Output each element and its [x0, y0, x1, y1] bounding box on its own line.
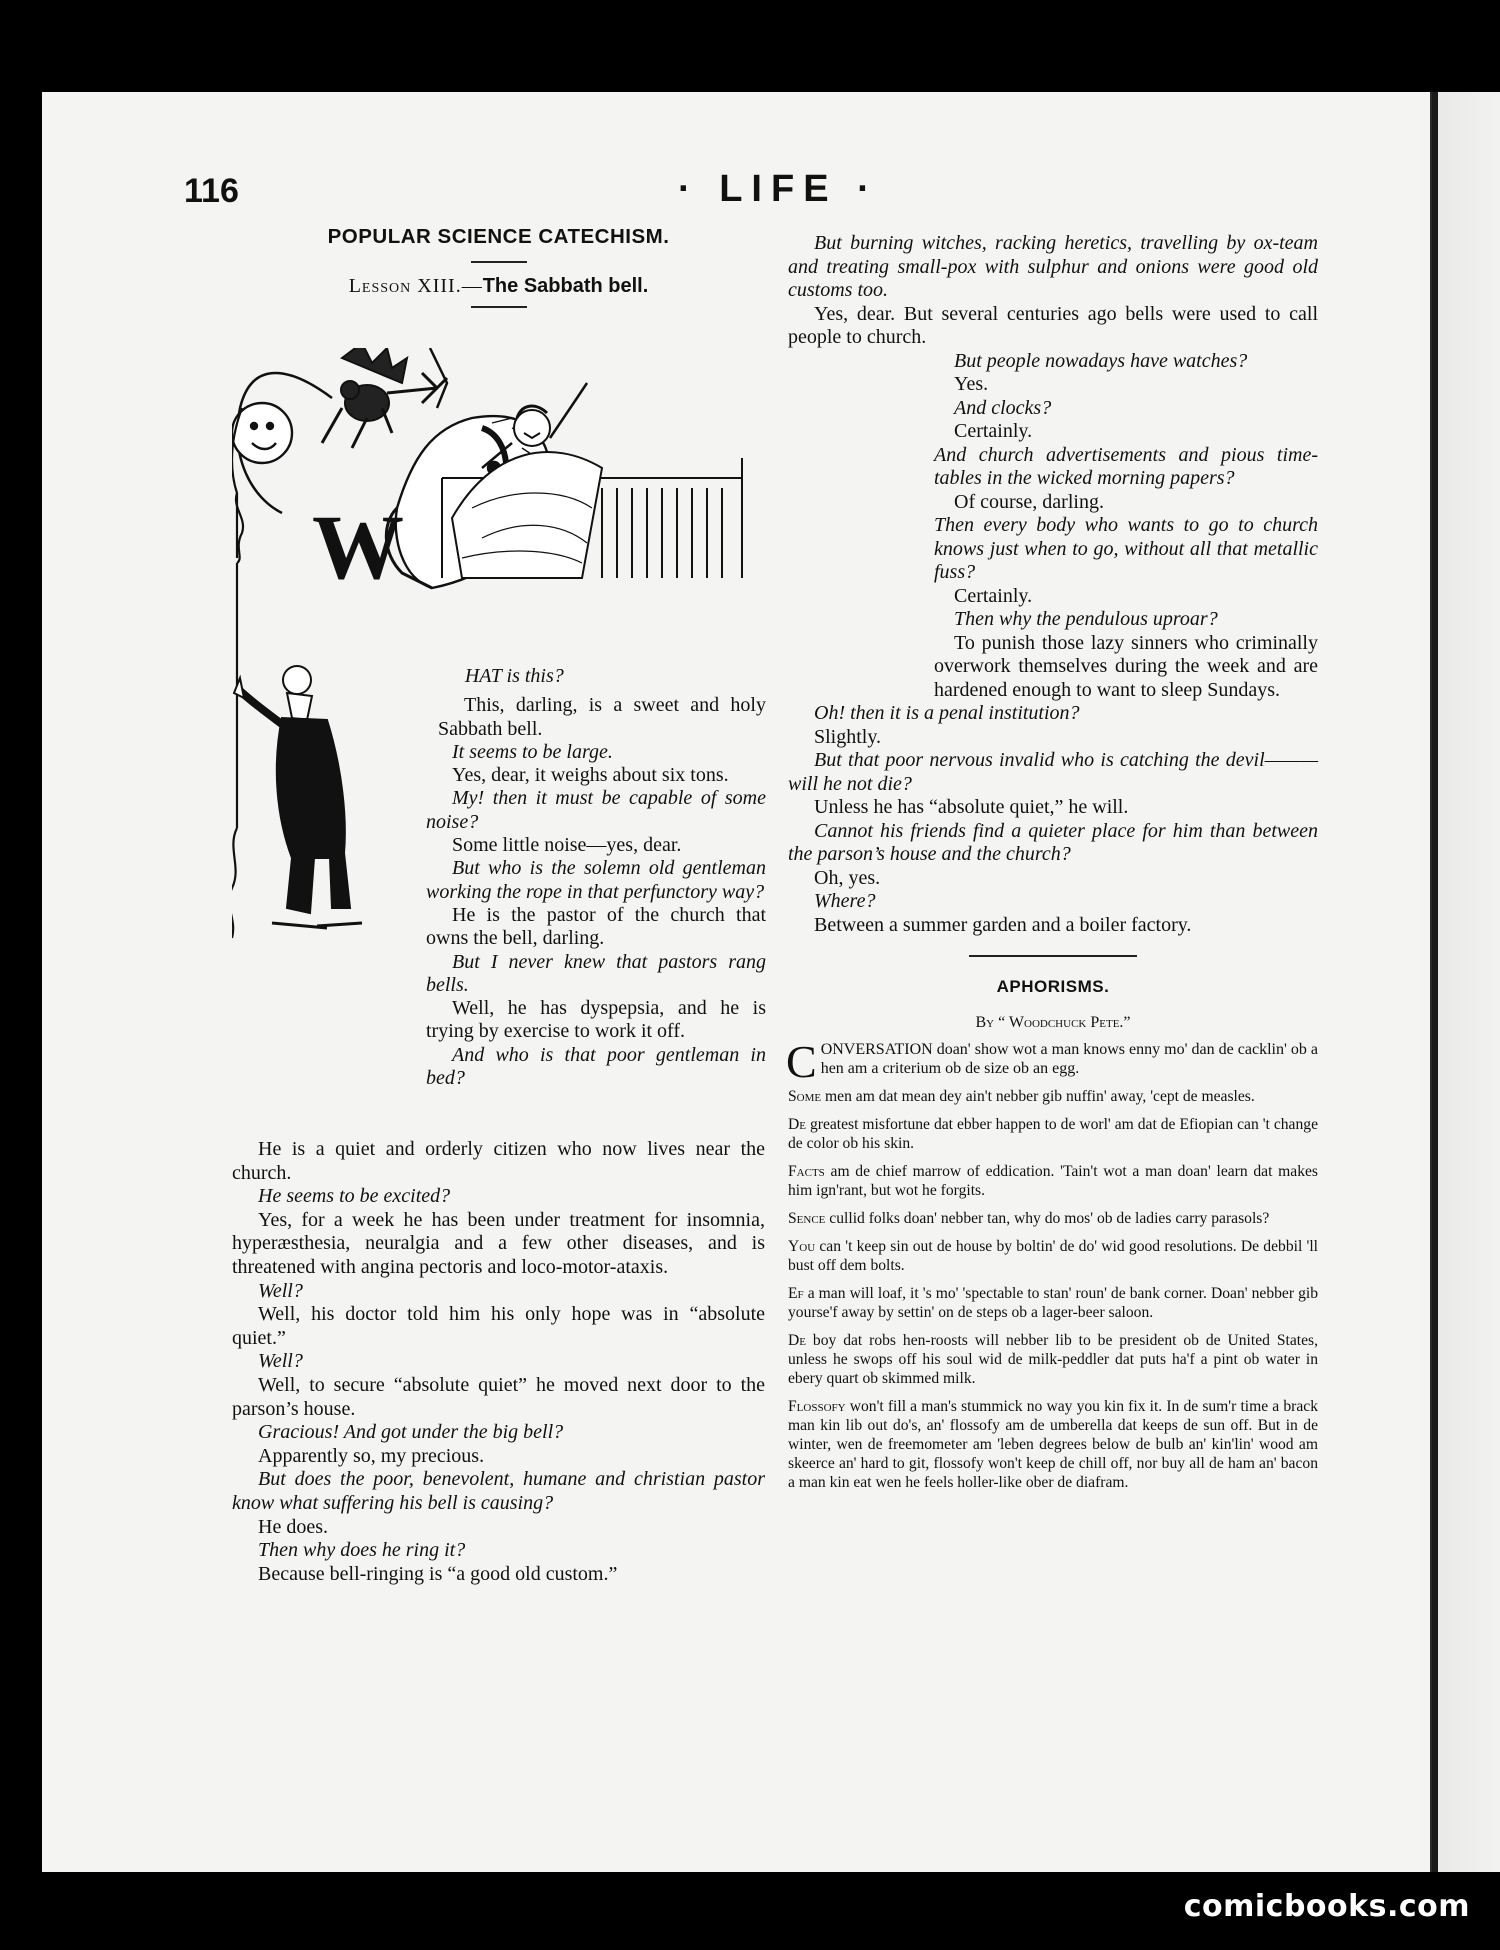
dialog-line: To punish those lazy sinners who criminally overwork themselves during the week and are hardened enough to want to sleep Sundays.: [934, 631, 1318, 701]
dialog-line: Then every body who wants to go to church knows just when to go, without all that metallic fuss?: [934, 514, 1318, 583]
dialog-line: And who is that poor gentleman in bed?: [426, 1043, 766, 1090]
dialog-line: He does.: [258, 1515, 328, 1538]
page-number: 116: [184, 172, 239, 210]
dialog-line: This, darling, is a sweet and holy Sabbath bell.: [438, 694, 766, 740]
dialog-line: Well?: [258, 1279, 303, 1302]
aphorism-item: Flossofy won't fill a man's stummick no way you kin fix it. In de sum'r time a brack man kin lib out do's, an' flossofy am de umberella dat keeps de sun off. But in de winter, wen de freemometer am 'leben degrees below de bulb an' kin'lin' wood am skeerce an' hard to git, flossofy won't keep de chill off, nor buy all de ham an' bacon a man kin eat wen he feels holler-like ober de diafram.: [788, 1397, 1318, 1491]
title-rule: [471, 261, 527, 263]
dialog-line: Where?: [814, 890, 876, 912]
dialog-line: Apparently so, my precious.: [258, 1444, 485, 1467]
opening-dialog: [426, 665, 766, 1090]
bell-rope: [232, 408, 243, 938]
dialog-line: Yes, dear, it weighs about six tons.: [452, 764, 729, 787]
aphorism-item: Some men am dat mean dey ain't nebber gib nuffin' away, 'cept de measles.: [788, 1087, 1255, 1105]
dialog-line: Certainly.: [954, 584, 1033, 607]
dialog-line: Between a summer garden and a boiler factory.: [814, 913, 1192, 936]
pastor-drawing: [234, 666, 362, 928]
lesson-number: Lesson XIII.—: [348, 274, 483, 297]
dialog-line: Slightly.: [814, 725, 882, 748]
aphorisms-title: APHORISMS.: [996, 977, 1110, 996]
dialog-line: Gracious! And got under the big bell?: [258, 1421, 564, 1444]
next-page-edge: [1430, 92, 1500, 1872]
dialog-line: My! then it must be capable of some noise?: [426, 787, 766, 833]
aphorism-item: CONVERSATION doan' show wot a man knows enny mo' dan de cacklin' ob a hen am a criterium ob de size ob an egg.: [786, 1035, 1318, 1087]
dialog-line: Certainly.: [954, 420, 1033, 442]
dialog-line: Yes, dear. But several centuries ago bells were used to call people to church.: [788, 302, 1318, 348]
drop-cap-w: W: [312, 496, 404, 598]
dialog-line: But I never knew that pastors rang bells.: [426, 950, 766, 996]
bed-drawing: [442, 383, 742, 578]
dialog-line: But that poor nervous invalid who is catching the devil———will he not die?: [788, 749, 1318, 795]
dialog-line: Oh, yes.: [814, 866, 881, 889]
dialog-line: Well, he has dyspepsia, and he is trying by exercise to work it off.: [426, 997, 766, 1043]
aphorism-item: Ef a man will loaf, it 's mo' 'spectable to stan' roun' de bank corner. Doan' nebber gib yourse'f away by settin' on de steps ob a lager-beer saloon.: [788, 1284, 1318, 1321]
lesson-title: The Sabbath bell.: [482, 274, 649, 297]
right-column: [788, 232, 1318, 1492]
dialog-line: He seems to be excited?: [258, 1185, 451, 1208]
dialog-line: Oh! then it is a penal institution?: [814, 702, 1080, 724]
dialog-line: Then why does he ring it?: [258, 1539, 466, 1562]
dialog-line: Unless he has “absolute quiet,” he will.: [814, 796, 1129, 818]
dialog-line: But people nowadays have watches?: [954, 349, 1248, 372]
section-rule: [969, 955, 1137, 957]
dialog-line: Because bell-ringing is “a good old custom.”: [258, 1562, 618, 1585]
lesson-heading: [232, 275, 765, 299]
aphorism-item: Facts am de chief marrow of eddication. 'Tain't wot a man doan' learn dat makes him ign'rant, but wot he forgits.: [788, 1162, 1318, 1199]
dialog-line: Yes, for a week he has been under treatment for insomnia, hyperæsthesia, neuralgia and a few other diseases, and is threatened with angina pectoris and loco-motor-ataxis.: [232, 1208, 765, 1278]
dialog-line: Well, his doctor told him his only hope was in “absolute quiet.”: [232, 1303, 765, 1349]
dialog-line: But does the poor, benevolent, humane and christian pastor know what suffering his bell is causing?: [232, 1468, 765, 1514]
dialog-line: But who is the solemn old gentleman working the rope in that perfunctory way?: [426, 857, 766, 903]
catechism-heading: [232, 225, 765, 320]
dialog-line: He is the pastor of the church that owns the bell, darling.: [426, 903, 766, 950]
opening-line: HAT is this?: [464, 665, 564, 687]
dialog-line: Well?: [258, 1350, 303, 1373]
catechism-title: POPULAR SCIENCE CATECHISM.: [327, 225, 670, 248]
dialog-line: But burning witches, racking heretics, travelling by ox-team and treating small-pox with sulphur and onions were good old customs too.: [788, 232, 1318, 301]
dialog-line: Well, to secure “absolute quiet” he moved next door to the parson’s house.: [232, 1373, 765, 1420]
aphorism-item: De boy dat robs hen-roosts will nebber lib to be president ob de United States, unless he swops off his soul wid de milk-peddler dat puts ha'f a pint ob water in ebery quart ob skimmed milk.: [788, 1331, 1318, 1387]
dialog-line: Some little noise—yes, dear.: [452, 834, 682, 857]
page-gutter: [1432, 92, 1438, 1872]
dialog-line: Then why the pendulous uproar?: [954, 608, 1218, 630]
site-watermark: comicbooks.com: [1183, 1889, 1470, 1924]
catechism-lower: [232, 1138, 765, 1586]
dialog-line: Yes.: [954, 373, 989, 395]
aphorism-item: De greatest misfortune dat ebber happen to de worl' am dat de Efiopian can 't change de color ob his skin.: [788, 1115, 1318, 1152]
dialog-line: It seems to be large.: [452, 740, 613, 763]
lesson-rule: [471, 306, 527, 308]
masthead-title: · LIFE ·: [678, 168, 879, 210]
dialog-line: And church advertisements and pious time-tables in the wicked morning papers?: [934, 443, 1318, 489]
dialog-line: Cannot his friends find a quieter place for him than between the parson’s house and the church?: [788, 819, 1318, 865]
aphorism-item: You can 't keep sin out de house by boltin' de do' wid good resolutions. De debbil 'll bust off dem bolts.: [788, 1237, 1318, 1274]
aphorism-item: Sence cullid folks doan' nebber tan, why do mos' ob de ladies carry parasols?: [788, 1209, 1270, 1227]
aphorism-drop-cap: C: [786, 1035, 817, 1087]
aphorisms-byline: By “ Woodchuck Pete.”: [975, 1013, 1131, 1031]
dialog-line: He is a quiet and orderly citizen who now lives near the church.: [232, 1138, 765, 1184]
dialog-line: Of course, darling.: [954, 490, 1104, 513]
dialog-line: And clocks?: [954, 396, 1052, 419]
